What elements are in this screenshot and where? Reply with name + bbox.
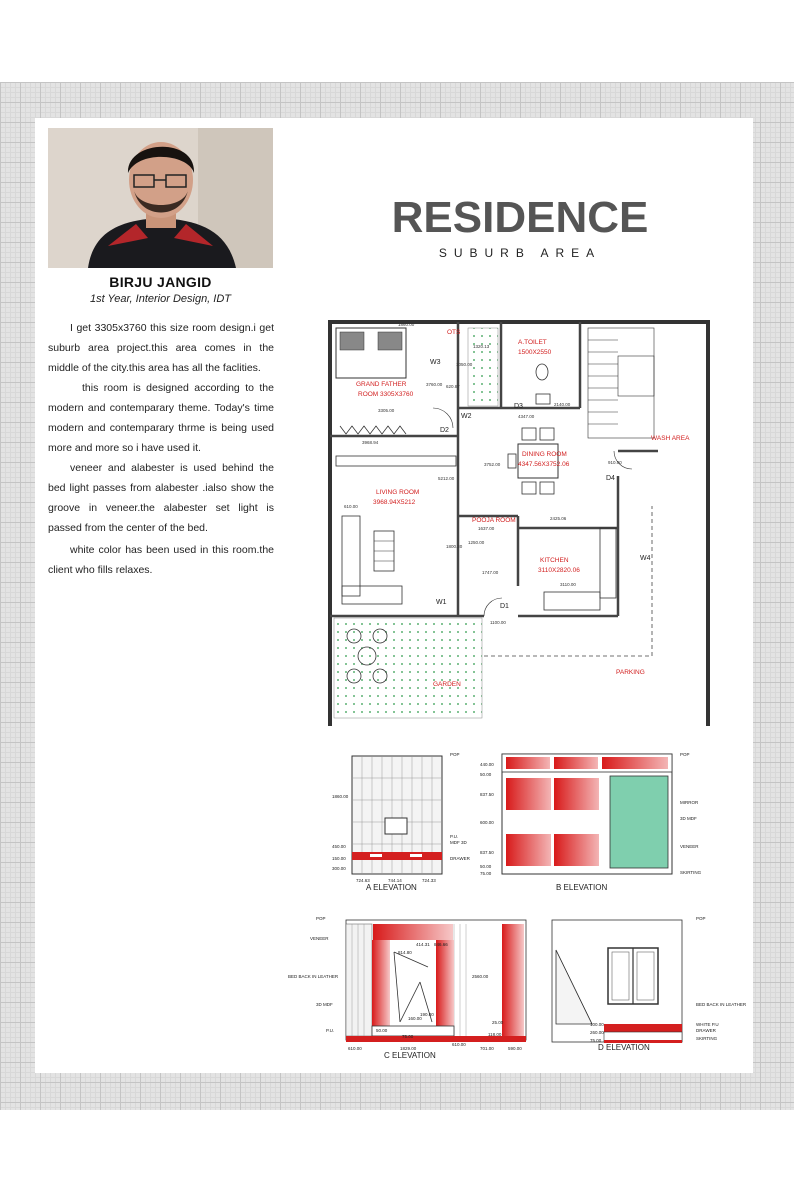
- elevation-c-label: C ELEVATION: [384, 1051, 436, 1060]
- dim-label: 610.00: [344, 504, 358, 509]
- elev-a-dim: 724.63: [356, 878, 370, 883]
- mark-d4: D4: [606, 475, 615, 482]
- room-pooja: POOJA ROOM: [472, 517, 516, 524]
- description-paragraph: white color has been used in this room.the client who fills relaxes.: [48, 544, 274, 576]
- elev-c-pu: P.U.: [326, 1028, 335, 1033]
- mark-w2: W2: [461, 413, 472, 420]
- elev-a-dim: 300.00: [332, 866, 346, 871]
- elev-b-dim: 600.00: [480, 820, 494, 825]
- elev-c-dim: 590.00: [508, 1046, 522, 1051]
- elevation-b-label: B ELEVATION: [556, 883, 608, 892]
- room-kitchen: KITCHEN: [540, 557, 569, 564]
- room-garden: GARDEN: [433, 681, 461, 688]
- mark-w3: W3: [430, 359, 441, 366]
- mark-w4: W4: [640, 555, 651, 562]
- elev-c-dim: 25.00: [492, 1020, 504, 1025]
- elev-a-drawer: DRAWER: [450, 856, 470, 861]
- elev-d-white-pu: WHITE P.U: [696, 1022, 719, 1027]
- dim-label: 3968.94: [362, 440, 379, 445]
- dim-label: 4347.00: [518, 414, 535, 419]
- elev-c-dim: 414.31: [416, 942, 430, 947]
- elev-c-dim: 701.00: [480, 1046, 494, 1051]
- elev-a-dim: 450.00: [332, 844, 346, 849]
- elev-b-skirting: SKIRTING: [680, 870, 702, 875]
- dim-label: 3760.00: [426, 382, 443, 387]
- elev-d-dim: 100.00: [590, 1022, 604, 1027]
- elev-c-mdf: 3D MDF: [316, 1002, 333, 1007]
- elev-d-dim: 260.00: [590, 1030, 604, 1035]
- dim-label: 1100.00: [490, 620, 506, 625]
- elev-c-dim: 75.00: [402, 1034, 414, 1039]
- mark-d1: D1: [500, 603, 509, 610]
- description-paragraph: I get 3305x3760 this size room design.i get suburb area project.this area comes in the middle of the city.this area has all the faclities.: [48, 322, 274, 374]
- room-toilet-size: 1500X2550: [518, 349, 552, 356]
- elev-b-dim: 837.50: [480, 850, 494, 855]
- project-title: RESIDENCE: [391, 193, 649, 242]
- mark-d3: D3: [514, 403, 523, 410]
- elev-a-pu: P.U.: [450, 834, 459, 839]
- elev-c-dim: 610.00: [452, 1042, 466, 1047]
- profile-photo: [48, 128, 273, 268]
- room-dining-size: 4347.56X3752.06: [518, 461, 570, 468]
- room-living-size: 3968.94X5212: [373, 499, 416, 506]
- elev-c-dim: 190.00: [420, 1012, 434, 1017]
- elev-b-mirror: MIRROR: [680, 800, 699, 805]
- elev-c-bed-back: BED BACK IN LEATHER: [288, 974, 339, 979]
- elev-a-mdf: MDF 3D: [450, 840, 467, 845]
- dim-label: 910.00: [608, 460, 622, 465]
- elev-a-dim: 744.14: [388, 878, 402, 883]
- dim-label: 5212.00: [438, 476, 455, 481]
- elev-b-dim: 75.00: [480, 871, 492, 876]
- elev-b-dim: 837.50: [480, 792, 494, 797]
- elev-d-dim: 75.00: [590, 1038, 602, 1043]
- elev-d-drawer: DRAWER: [696, 1028, 716, 1033]
- elev-a-dim: 150.00: [332, 856, 346, 861]
- dim-label: 3305.00: [378, 408, 395, 413]
- elev-c-dim: 2560.00: [472, 974, 489, 979]
- dim-label: 1320.13: [473, 344, 490, 349]
- elev-d-skirting: SKIRTING: [696, 1036, 718, 1041]
- elev-b-dim: 50.00: [480, 864, 492, 869]
- dim-label: 1747.00: [482, 570, 499, 575]
- room-grandfather-size: ROOM 3305X3760: [358, 391, 414, 398]
- dim-label: 1050.00: [456, 362, 473, 367]
- elev-c-veneer: VENEER: [310, 936, 329, 941]
- description-paragraph: this room is designed according to the modern and contemparary theme. Today's time modern and contemparary thrme is being used more and more so i have used it.: [48, 382, 274, 454]
- dim-label: 1637.00: [478, 526, 495, 531]
- elev-a-dim: 1860.00: [332, 794, 349, 799]
- elev-c-dim: 610.00: [348, 1046, 362, 1051]
- mark-d2: D2: [440, 427, 449, 434]
- student-course: 1st Year, Interior Design, IDT: [89, 293, 232, 305]
- elevation-a-label: A ELEVATION: [366, 883, 417, 892]
- elev-c-dim: 814.80: [398, 950, 412, 955]
- elev-b-mdf: 3D MDF: [680, 816, 697, 821]
- room-dining: DINING ROOM: [522, 451, 567, 458]
- floor-plan: [318, 316, 718, 730]
- dim-label: 2140.00: [554, 402, 571, 407]
- elev-b-dim: 440.00: [480, 762, 494, 767]
- elev-d-bed-back: BED BACK IN LEATHER: [696, 1002, 747, 1007]
- dim-label: 3110.00: [560, 582, 576, 587]
- room-parking: PARKING: [616, 669, 645, 676]
- mark-w1: W1: [436, 599, 447, 606]
- elev-a-dim: 724.33: [422, 878, 436, 883]
- dim-label: 1860.00: [398, 322, 415, 327]
- elev-c-pop: POP: [316, 916, 326, 921]
- elev-a-pop: POP: [450, 752, 460, 757]
- room-ots: OTS: [447, 329, 461, 336]
- elev-c-dim: 118.00: [488, 1032, 502, 1037]
- description-paragraph: veneer and alabester is used behind the bed light passes from alabester .ialso show the groove in veneer.the alabester set light is passed from the center of the bed.: [48, 462, 274, 534]
- elev-b-dim: 50.00: [480, 772, 492, 777]
- room-grandfather: GRAND FATHER: [356, 381, 407, 388]
- elev-c-dim: 50.00: [376, 1028, 388, 1033]
- student-name: BIRJU JANGID: [109, 274, 212, 290]
- dim-label: 620.87: [446, 384, 460, 389]
- elevation-b: [480, 748, 710, 894]
- elev-d-pop: POP: [696, 916, 706, 921]
- room-wash: WASH AREA: [651, 435, 690, 442]
- elev-c-dim: 160.00: [408, 1016, 422, 1021]
- room-toilet: A.TOILET: [518, 339, 547, 346]
- dim-label: 1250.00: [468, 540, 485, 545]
- elev-c-dim: 846.66: [434, 942, 448, 947]
- elev-b-pop: POP: [680, 752, 690, 757]
- elevation-d-label: D ELEVATION: [598, 1043, 650, 1052]
- elev-c-dim: 1829.00: [400, 1046, 417, 1051]
- dim-label: 1800.30: [446, 544, 463, 549]
- room-kitchen-size: 3110X2820.06: [538, 567, 580, 574]
- elevation-d: [548, 912, 748, 1054]
- room-living: LIVING ROOM: [376, 489, 420, 496]
- dim-label: 3752.00: [484, 462, 501, 467]
- project-subtitle: SUBURB AREA: [438, 246, 602, 260]
- elevation-a: [330, 748, 470, 894]
- elev-b-veneer: VENEER: [680, 844, 699, 849]
- dim-label: 2425.06: [550, 516, 567, 521]
- elevation-c: [288, 912, 538, 1062]
